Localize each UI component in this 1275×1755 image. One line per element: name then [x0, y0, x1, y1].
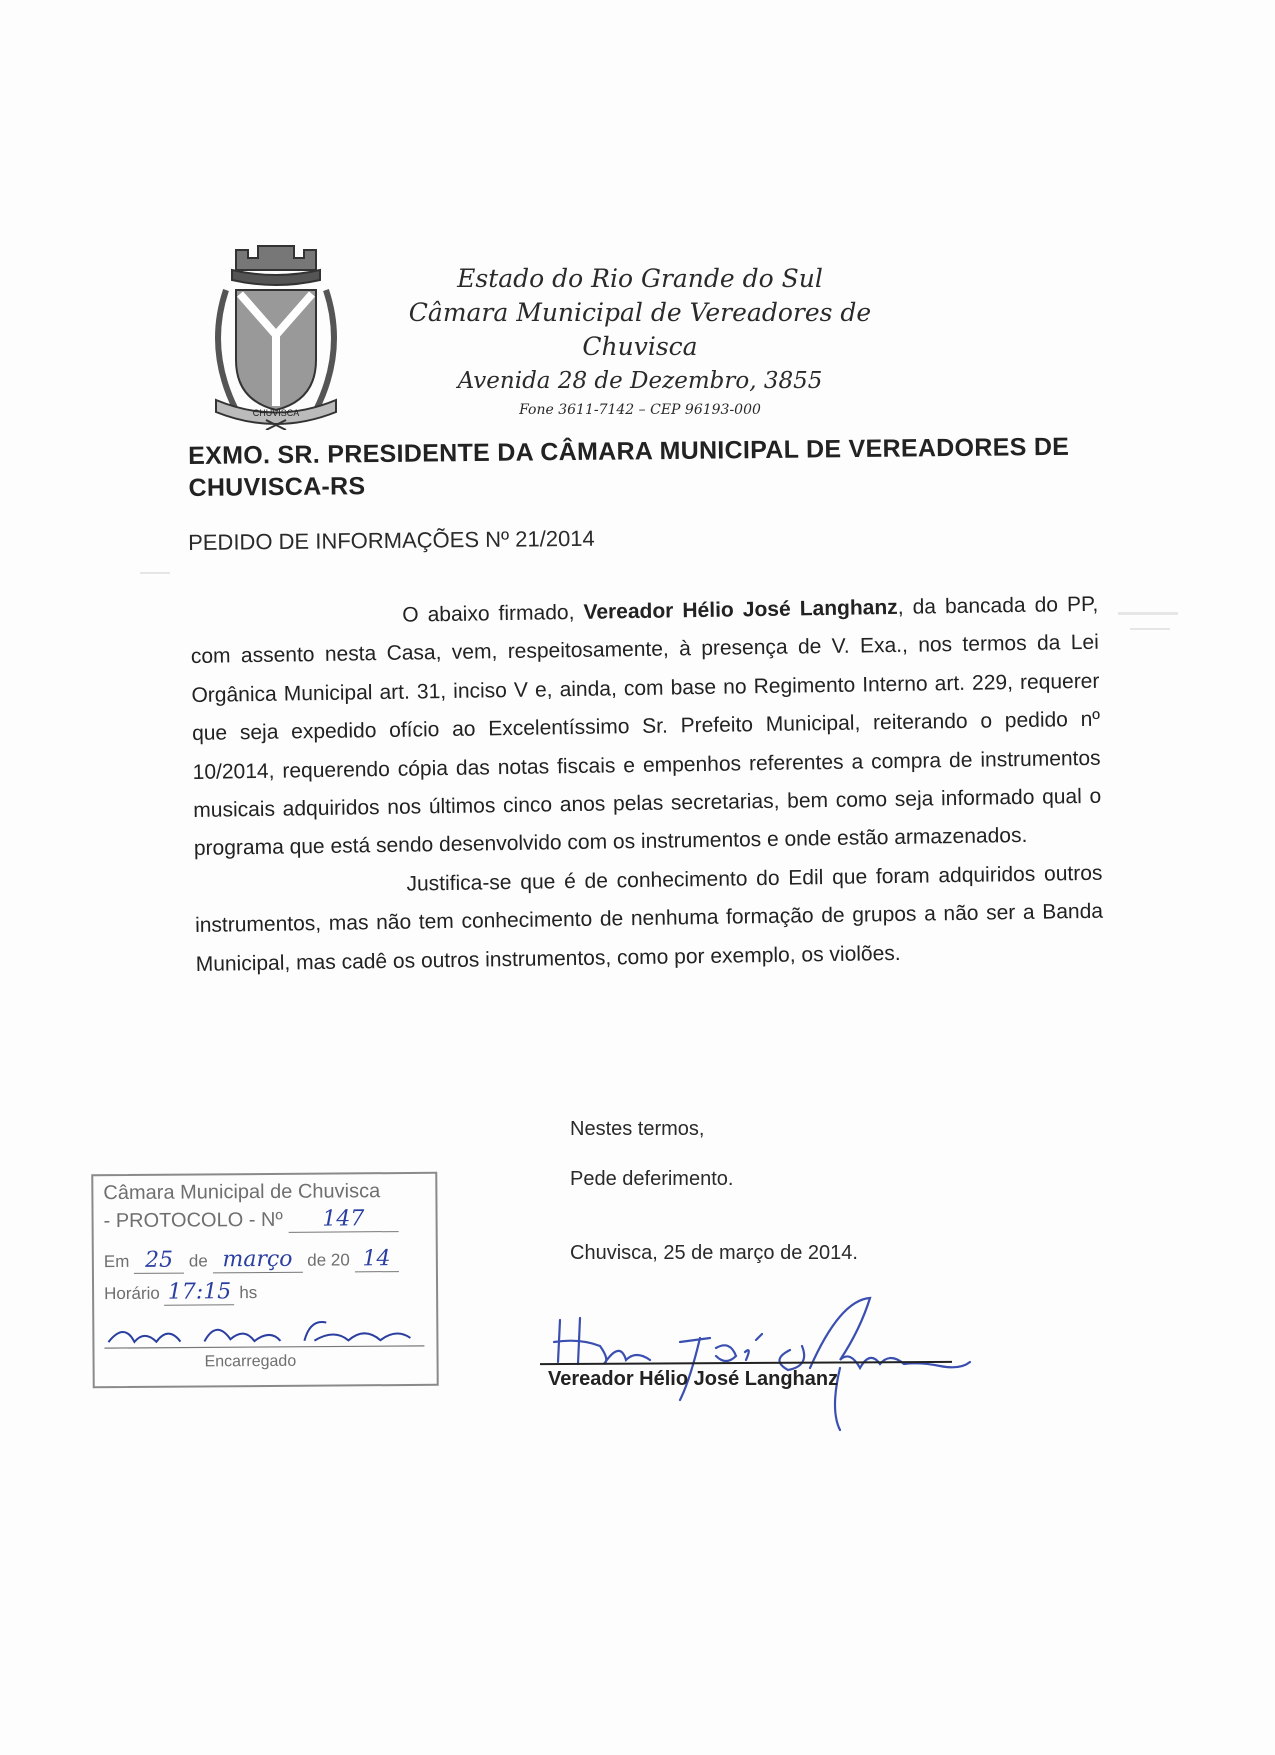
- stamp-protocol-number: 147: [288, 1206, 398, 1233]
- stamp-protocol-label: - PROTOCOLO - Nº: [103, 1208, 283, 1233]
- letterhead-chamber: Câmara Municipal de Vereadores de Chuvisca: [408, 298, 872, 361]
- stamp-date-row: [104, 1246, 399, 1274]
- stamp-de-label: de: [188, 1251, 208, 1271]
- scan-smudge: [1130, 628, 1170, 630]
- stamp-title: Câmara Municipal de Chuvisca: [103, 1180, 381, 1205]
- stamp-handwritten-signature-icon: [104, 1314, 424, 1352]
- place-date: Chuvisca, 25 de março de 2014.: [570, 1242, 858, 1264]
- letter-body: [190, 586, 1104, 984]
- stamp-hs-label: hs: [239, 1283, 258, 1303]
- stamp-time: 17:15: [164, 1279, 234, 1305]
- p1-rest: , da bancada do PP, com assento nesta Casa, vem, respeitosamente, à presença de V. Exa., nos termos da Lei Orgânica Municipal art. 31, inciso V e, ainda, com base no Regimento Interno art. 229, requerer que seja expedido ofício ao Excelentíssimo Sr. Prefeito Municipal, reiterando o pedido nº 10/2014, requerendo cópia das notas fiscais e empenhos referentes a compra de instrumentos musicais adquiridos nos últimos cinco anos pelas secretarias, bem como seja informado qual o programa que está sendo desenvolvido com os instrumentos e onde estão armazenados.: [190, 592, 1102, 861]
- crest-ribbon-text: CHUVISCA: [252, 408, 300, 418]
- closing-line-2: Pede deferimento.: [570, 1168, 734, 1190]
- stamp-em-label: Em: [103, 1251, 130, 1272]
- stamp-month: março: [212, 1247, 302, 1274]
- letterhead: [360, 262, 920, 422]
- stamp-year-suffix: 14: [354, 1246, 398, 1272]
- letterhead-address: Avenida 28 de Dezembro, 3855: [457, 368, 823, 394]
- letterhead-state: Estado do Rio Grande do Sul: [457, 264, 823, 293]
- stamp-role-label: Encarregado: [204, 1352, 297, 1371]
- stamp-protocol-row: [103, 1206, 398, 1234]
- scan-smudge: [1118, 612, 1178, 615]
- stamp-time-row: [104, 1279, 257, 1306]
- protocol-stamp: [91, 1172, 438, 1388]
- body-paragraph-2: Justifica-se que é de conhecimento do Edil que foram adquiridos outros instrumentos, mas não tem conhecimento de nenhuma formação de grupos a não ser a Banda Municipal, mas cadê os outros instrumentos, como por exemplo, os violões.: [194, 861, 1104, 976]
- signer-name: Vereador Hélio José Langhanz: [548, 1368, 839, 1390]
- stamp-day: 25: [134, 1248, 184, 1274]
- p1-intro: O abaixo firmado,: [402, 600, 584, 627]
- coat-of-arms-icon: [196, 240, 356, 430]
- body-paragraph-1: [190, 586, 1102, 869]
- scan-smudge: [140, 572, 170, 574]
- addressee-heading: EXMO. SR. PRESIDENTE DA CÂMARA MUNICIPAL DE VEREADORES DE CHUVISCA-RS: [188, 432, 1070, 502]
- p1-author: Vereador Hélio José Langhanz: [583, 595, 898, 624]
- letterhead-phone-cep: Fone 3611-7142 – CEP 96193-000: [519, 402, 761, 418]
- stamp-time-label: Horário: [104, 1283, 160, 1304]
- request-title: PEDIDO DE INFORMAÇÕES Nº 21/2014: [188, 525, 595, 555]
- handwritten-signature-icon: [540, 1290, 980, 1440]
- closing-line-1: Nestes termos,: [570, 1118, 705, 1140]
- stamp-year-prefix: de 20: [307, 1250, 350, 1270]
